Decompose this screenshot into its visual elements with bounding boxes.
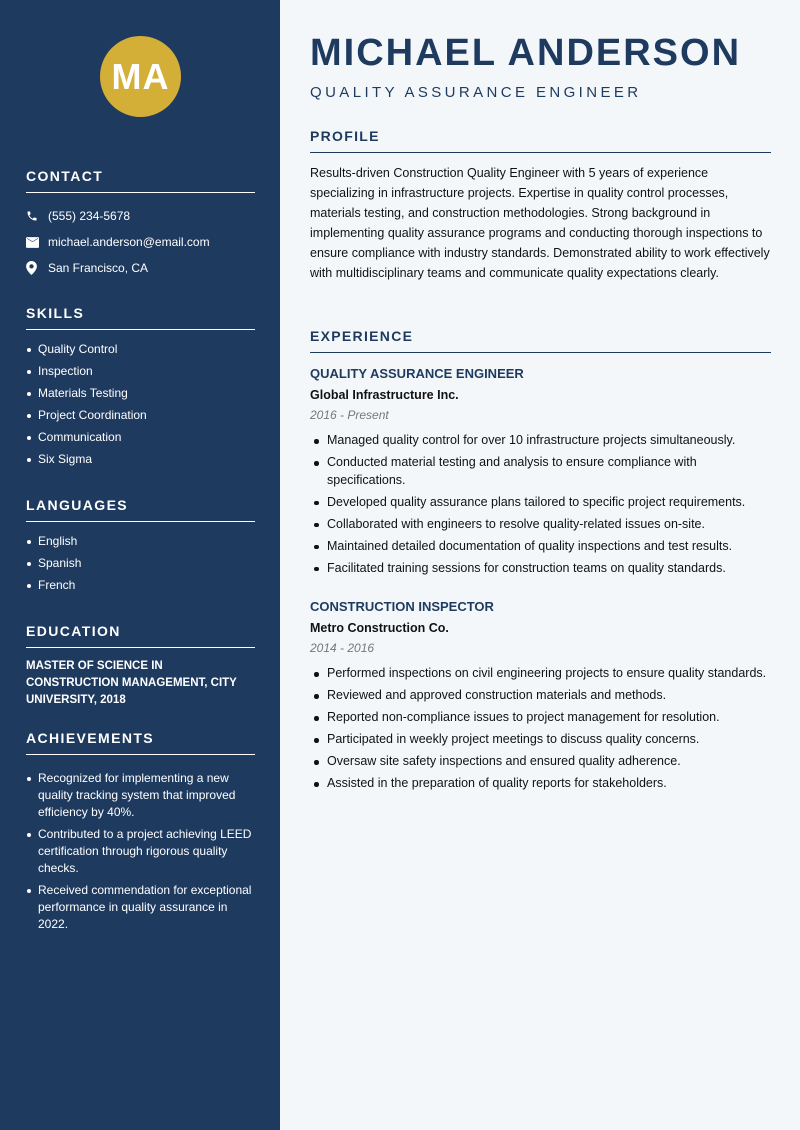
list-item: Participated in weekly project meetings to discuss quality concerns. (310, 731, 771, 749)
email-icon (26, 237, 48, 248)
list-item: Spanish (26, 555, 255, 572)
list-item: Contributed to a project achieving LEED certification through rigorous quality checks. (26, 826, 255, 877)
list-item: Maintained detailed documentation of quality inspections and test results. (310, 538, 771, 556)
achievements-list (26, 770, 255, 933)
location-text: San Francisco, CA (48, 261, 149, 275)
achievements-section (26, 730, 255, 938)
languages-heading: LANGUAGES (26, 497, 255, 522)
education-section (26, 623, 255, 709)
education-heading: EDUCATION (26, 623, 255, 648)
skills-heading: SKILLS (26, 305, 255, 330)
contact-email (26, 229, 255, 255)
location-pin-icon (26, 261, 48, 275)
list-item: Quality Control (26, 341, 255, 358)
job-bullets (310, 665, 771, 793)
list-item: Project Coordination (26, 407, 255, 424)
company-name: Metro Construction Co. (310, 621, 449, 635)
list-item: Performed inspections on civil engineering projects to ensure quality standards. (310, 665, 771, 683)
company-name: Global Infrastructure Inc. (310, 388, 459, 402)
contact-heading: CONTACT (26, 168, 255, 193)
list-item: Inspection (26, 363, 255, 380)
list-item: Reviewed and approved construction materials and methods. (310, 687, 771, 705)
list-item: Communication (26, 429, 255, 446)
job-bullets (310, 432, 771, 577)
list-item: Collaborated with engineers to resolve quality-related issues on-site. (310, 516, 771, 534)
skills-list (26, 341, 255, 468)
languages-section (26, 497, 255, 599)
contact-phone (26, 203, 255, 229)
list-item: Developed quality assurance plans tailored to specific project requirements. (310, 494, 771, 512)
job-title: QUALITY ASSURANCE ENGINEER (310, 366, 524, 381)
email-text[interactable]: michael.anderson@email.com (48, 235, 210, 249)
achievements-heading: ACHIEVEMENTS (26, 730, 255, 755)
contact-location (26, 255, 255, 281)
list-item: Oversaw site safety inspections and ensured quality adherence. (310, 753, 771, 771)
candidate-title: QUALITY ASSURANCE ENGINEER (310, 84, 642, 101)
phone-icon (26, 210, 48, 222)
list-item: Assisted in the preparation of quality reports for stakeholders. (310, 775, 771, 793)
job-dates: 2014 - 2016 (310, 641, 375, 655)
experience-heading: EXPERIENCE (310, 328, 771, 353)
list-item: Managed quality control for over 10 infrastructure projects simultaneously. (310, 432, 771, 450)
list-item: English (26, 533, 255, 550)
list-item: Received commendation for exceptional performance in quality assurance in 2022. (26, 882, 255, 933)
languages-list (26, 533, 255, 594)
list-item: Materials Testing (26, 385, 255, 402)
avatar: MA (100, 36, 181, 117)
skills-section (26, 305, 255, 473)
profile-text: Results-driven Construction Quality Engineer with 5 years of experience specializing in infrastructure projects. Expertise in quality control processes, materials testing, and construction methodologies. Strong background in implementing quality assurance programs and conducting thorough inspections to ensure compliance with industry standards. Demonstrated ability to work effectively with multidisciplinary teams and communicate quality expectations clearly. (310, 166, 770, 280)
contact-section (26, 168, 255, 281)
sidebar (0, 0, 280, 1130)
phone-text: (555) 234-5678 (48, 209, 131, 223)
job-entry (310, 599, 771, 797)
list-item: French (26, 577, 255, 594)
list-item: Six Sigma (26, 451, 255, 468)
profile-heading: PROFILE (310, 128, 771, 153)
job-entry (310, 366, 771, 582)
list-item: Recognized for implementing a new quality tracking system that improved efficiency by 40%. (26, 770, 255, 821)
job-title: CONSTRUCTION INSPECTOR (310, 599, 494, 614)
list-item: Conducted material testing and analysis to ensure compliance with specifications. (310, 454, 771, 489)
job-dates: 2016 - Present (310, 408, 389, 422)
candidate-name: MICHAEL ANDERSON (310, 32, 742, 74)
list-item: Reported non-compliance issues to project management for resolution. (310, 709, 771, 727)
list-item: Facilitated training sessions for construction teams on quality standards. (310, 560, 771, 578)
education-entry: MASTER OF SCIENCE IN CONSTRUCTION MANAGEMENT, CITY UNIVERSITY, 2018 (26, 660, 237, 706)
